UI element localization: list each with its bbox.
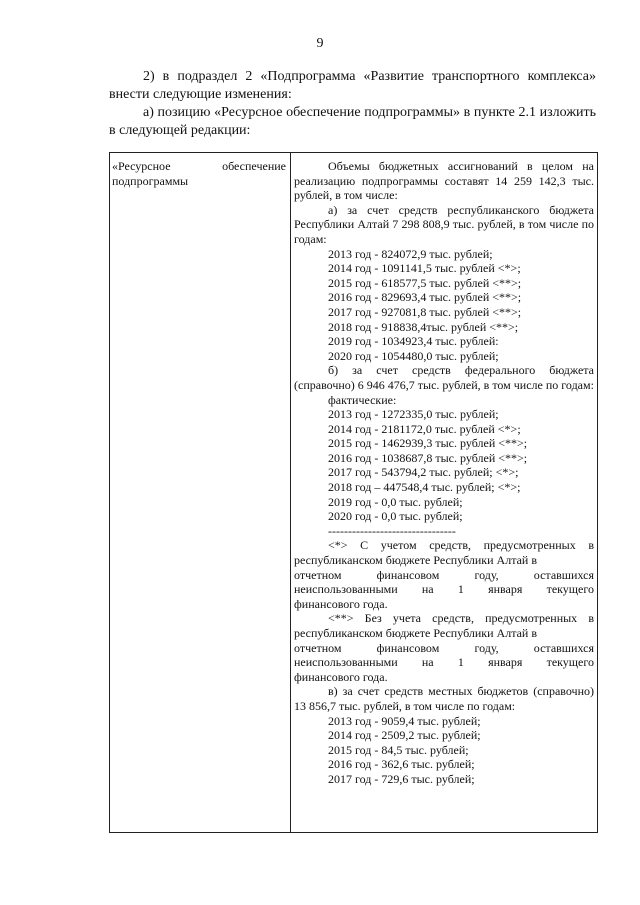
republic-budget-year-line: 2015 год - 618577,5 тыс. рублей <**>;: [328, 275, 522, 290]
footnote-2-start: <**> Без учета средств, предусмотренных в республиканском бюджете Республики Алтай в: [294, 611, 594, 640]
footnote-word: 1: [457, 582, 464, 597]
footnote-1-line: [294, 568, 594, 583]
local-budget-year-line: 2016 год - 362,6 тыс. рублей;: [328, 757, 475, 772]
footnote-word: финансовом: [376, 567, 440, 582]
republic-budget-year-line: 2014 год - 1091141,5 тыс. рублей <*>;: [328, 261, 521, 276]
label-word-2: обеспечение: [222, 159, 286, 173]
local-budget-year-line: 2017 год - 729,6 тыс. рублей;: [328, 771, 475, 786]
label-word-3: подпрограммы: [112, 173, 189, 188]
republic-budget-years: [294, 247, 594, 364]
federal-budget-years: [294, 407, 594, 524]
local-budget-year-line: 2014 год - 2509,2 тыс. рублей;: [328, 728, 481, 743]
federal-budget-intro: б) за счет средств федерального бюджета (справочно) 6 946 476,7 тыс. рублей, в том числе по годам:: [294, 363, 594, 392]
footnote-1-end: финансового года.: [294, 596, 388, 611]
footnote-word: отчетном: [294, 640, 342, 655]
republic-budget-year-line: 2018 год - 918838,4тыс. рублей <**>;: [328, 319, 519, 334]
intro-paragraph-2: а) позицию «Ресурсное обеспечение подпрограммы» в пункте 2.1 изложить в следующей редакции:: [109, 105, 596, 138]
footnote-1-line-2: [294, 582, 594, 597]
footnote-word: на: [421, 655, 434, 670]
footnote-word: неиспользованными: [294, 582, 398, 597]
local-budget-year-line: 2015 год - 84,5 тыс. рублей;: [328, 742, 469, 757]
footnote-2-end: финансового года.: [294, 669, 388, 684]
footnote-word: 1: [457, 655, 464, 670]
republic-budget-year-line: 2017 год - 927081,8 тыс. рублей <**>;: [328, 304, 522, 319]
footnote-word: января: [488, 582, 523, 597]
republic-budget-year-line: 2019 год - 1034923,4 тыс. рублей:: [328, 334, 499, 349]
local-budget-years: [294, 714, 594, 787]
intro-section: [109, 68, 596, 139]
local-budget-intro: в) за счет средств местных бюджетов (справочно) 13 856,7 тыс. рублей, в том числе по годам:: [294, 684, 594, 713]
resource-table: [109, 152, 598, 833]
federal-budget-year-line: 2017 год - 543794,2 тыс. рублей; <*>;: [328, 465, 519, 480]
republic-budget-intro: а) за счет средств республиканского бюджета Республики Алтай 7 298 808,9 тыс. рублей, в том числе по годам:: [294, 202, 594, 246]
footnote-2-line-2: [294, 655, 594, 670]
footnote-1-start: <*> С учетом средств, предусмотренных в республиканском бюджете Республики Алтай в: [294, 538, 594, 568]
left-cell-label: [112, 159, 286, 188]
footnote-word: на: [421, 582, 434, 597]
federal-budget-year-line: 2015 год - 1462939,3 тыс. рублей <**>;: [328, 436, 528, 451]
footnote-word: января: [488, 655, 523, 670]
local-budget-year-line: 2013 год - 9059,4 тыс. рублей;: [328, 713, 481, 728]
footnote-word: оставшихся: [533, 567, 594, 582]
footnote-separator: --------------------------------: [328, 523, 456, 538]
republic-budget-year-line: 2020 год - 1054480,0 тыс. рублей;: [328, 348, 499, 363]
footnote-word: финансовом: [376, 640, 440, 655]
federal-budget-year-line: 2016 год - 1038687,8 тыс. рублей <**>;: [328, 450, 528, 465]
footnote-word: году,: [474, 567, 499, 582]
federal-budget-year-line: 2018 год – 447548,4 тыс. рублей; <*>;: [328, 480, 521, 495]
republic-budget-year-line: 2016 год - 829693,4 тыс. рублей <**>;: [328, 290, 522, 305]
federal-factual-label: фактические:: [328, 392, 397, 407]
footnote-2-line: [294, 641, 594, 656]
footnote-word: отчетном: [294, 567, 342, 582]
intro-paragraph-1: 2) в подраздел 2 «Подпрограмма «Развитие транспортного комплекса» внести следующие изменения:: [109, 69, 596, 102]
right-cell-content: [294, 159, 594, 787]
federal-budget-year-line: 2014 год - 2181172,0 тыс. рублей <*>;: [328, 421, 521, 436]
federal-budget-year-line: 2020 год - 0,0 тыс. рублей;: [328, 509, 463, 524]
column-divider: [290, 153, 291, 832]
footnote-word: году,: [474, 640, 499, 655]
footnote-word: оставшихся: [533, 640, 594, 655]
footnote-word: текущего: [546, 655, 594, 670]
footnote-word: неиспользованными: [294, 655, 398, 670]
summary-paragraph: Объемы бюджетных ассигнований в целом на реализацию подпрограммы составят 14 259 142,3 тыс. рублей, в том числе:: [294, 159, 594, 203]
label-word-1: «Ресурсное: [112, 159, 171, 173]
footnote-word: текущего: [546, 582, 594, 597]
republic-budget-year-line: 2013 год - 824072,9 тыс. рублей;: [328, 246, 493, 261]
federal-budget-year-line: 2019 год - 0,0 тыс. рублей;: [328, 494, 463, 509]
page-number: 9: [316, 36, 324, 51]
federal-budget-year-line: 2013 год - 1272335,0 тыс. рублей;: [328, 407, 499, 422]
